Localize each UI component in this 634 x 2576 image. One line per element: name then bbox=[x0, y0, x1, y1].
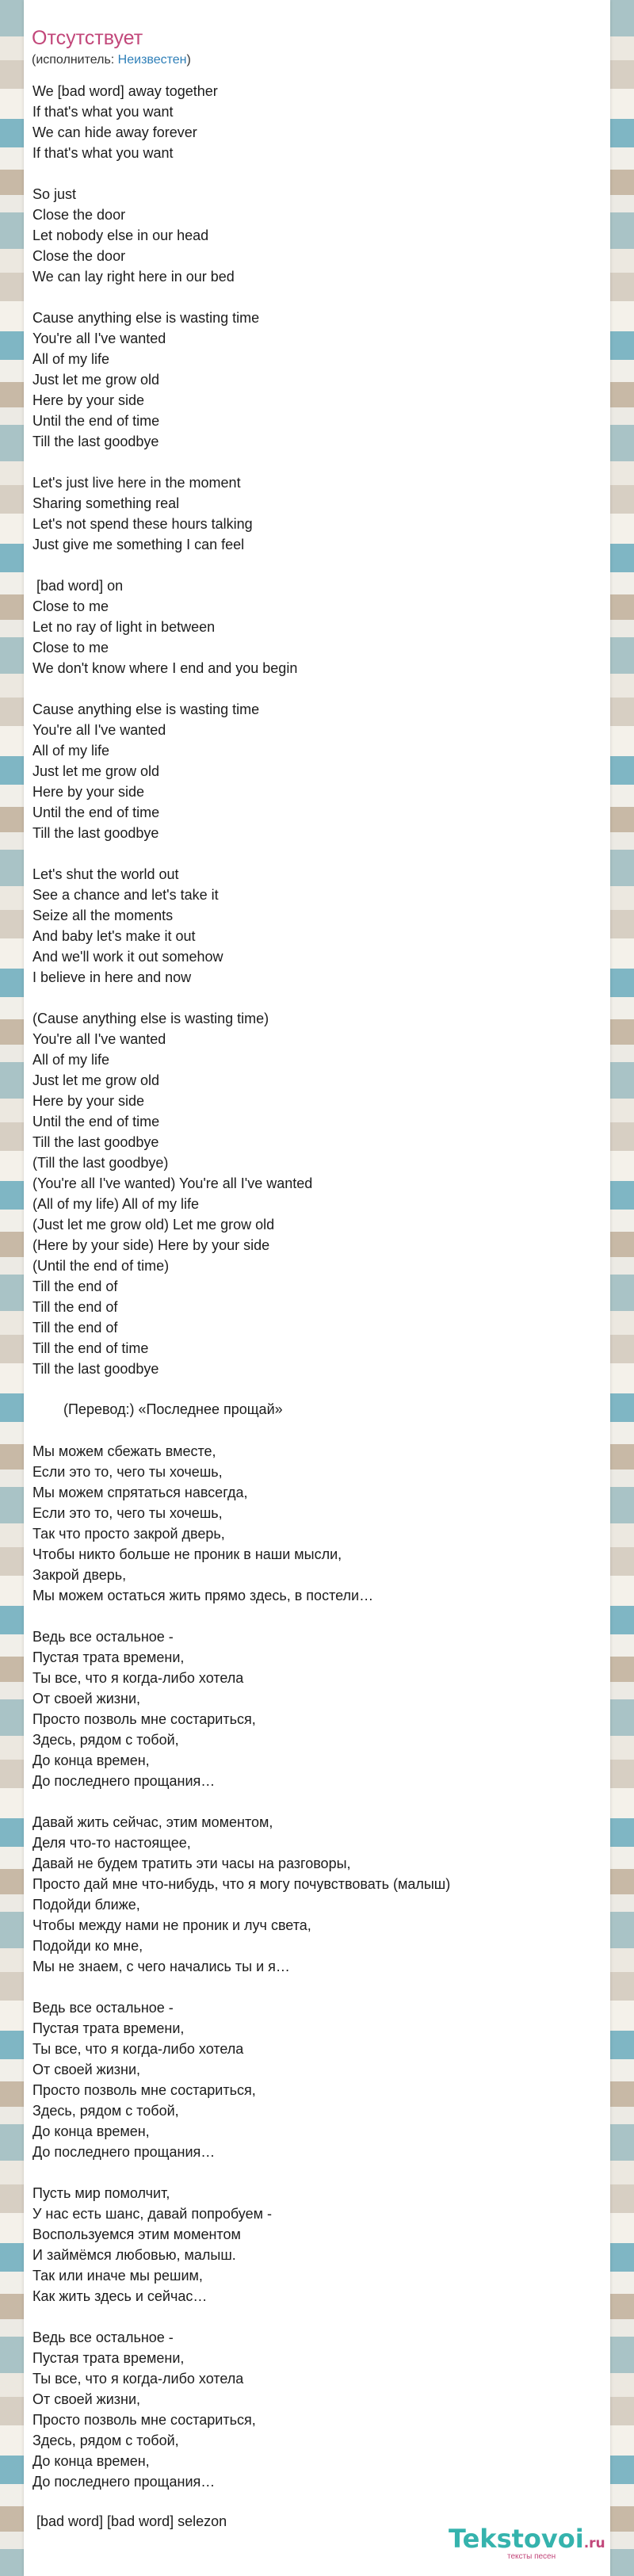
translation-label: (Перевод:) «Последнее прощай» bbox=[63, 1401, 283, 1417]
artist-prefix: (исполнитель: bbox=[32, 53, 118, 67]
artist-link[interactable]: Неизвестен bbox=[117, 53, 187, 67]
lyrics-original: We [bad word] away together If that's what you want We can hide away forever If that's what you want So just Close the door Let nobody else in our head Close the door We can lay right here in our bed Cause anything else is wasting time You're all I've wanted All of my life Just let me grow old Here by your side Until the end of time Till the last goodbye Let's just live here in the moment Sharing something real Let's not spend these hours talking Just give me something I can feel [bad word] on Close to me Let no ray of light in between Close to me We don't know where I end and you begin Cause anything else is wasting time You're all I've wanted All of my life Just let me grow old Here by your side Until the end of time Till the last goodbye Let's shut the world out See a chance and let's take it Seize all the moments And baby let's make it out And we'll work it out somehow I believe in here and now (Cause anything else is wasting time) You're all I've wanted All of my life Just let me grow old Here by your side Until the end of time Till the last goodbye (Till the last goodbye) (You're all I've wanted) You're all I've wanted (All of my life) All of my life (Just let me grow old) Let me grow old (Here by your side) Here by your side (Until the end of time) Till the end of Till the end of Till the end of Till the end of time Till the last goodbye bbox=[32, 83, 313, 1377]
artist-line bbox=[32, 52, 191, 68]
lyrics-footer: [bad word] [bad word] selezon bbox=[36, 2513, 227, 2529]
site-watermark-logo bbox=[449, 2524, 615, 2564]
lyrics-translation: Мы можем сбежать вместе, Если это то, чего ты хочешь, Мы можем спрятаться навсегда, Если это то, чего ты хочешь, Так что просто закрой дверь, Чтобы никто больше не проник в наши мысли, Закрой дверь, Мы можем остаться жить прямо здесь, в постели… Ведь все остальное - Пустая трата времени, Ты все, что я когда-либо хотела От своей жизни, Просто позволь мне состариться, Здесь, рядом с тобой, До конца времен, До последнего прощания… Давай жить сейчас, этим моментом, Деля что-то настоящее, Давай не будем тратить эти часы на разговоры, Просто дай мне что-нибудь, что я могу почувствовать (малыш) Подойди ближе, Чтобы между нами не проник и луч света, Подойди ко мне, Мы не знаем, с чего начались ты и я… Ведь все остальное - Пустая трата времени, Ты все, что я когда-либо хотела От своей жизни, Просто позволь мне состариться, Здесь, рядом с тобой, До конца времен, До последнего прощания… Пусть мир помолчит, У нас есть шанс, давай попробуем - Воспользуемся этим моментом И займёмся любовью, малыш. Так или иначе мы решим, Как жить здесь и сейчас… Ведь все остальное - Пустая трата времени, Ты все, что я когда-либо хотела От своей жизни, Просто позволь мне состариться, Здесь, рядом с тобой, До конца времен, До последнего прощания… bbox=[32, 1443, 451, 2490]
watermark-brand: Tekstovoi bbox=[449, 2524, 584, 2554]
watermark-suffix: .ru bbox=[583, 2536, 605, 2551]
song-title: Отсутствует bbox=[32, 27, 143, 49]
artist-suffix: ) bbox=[186, 53, 191, 67]
watermark-tagline: тексты песен bbox=[507, 2552, 556, 2561]
